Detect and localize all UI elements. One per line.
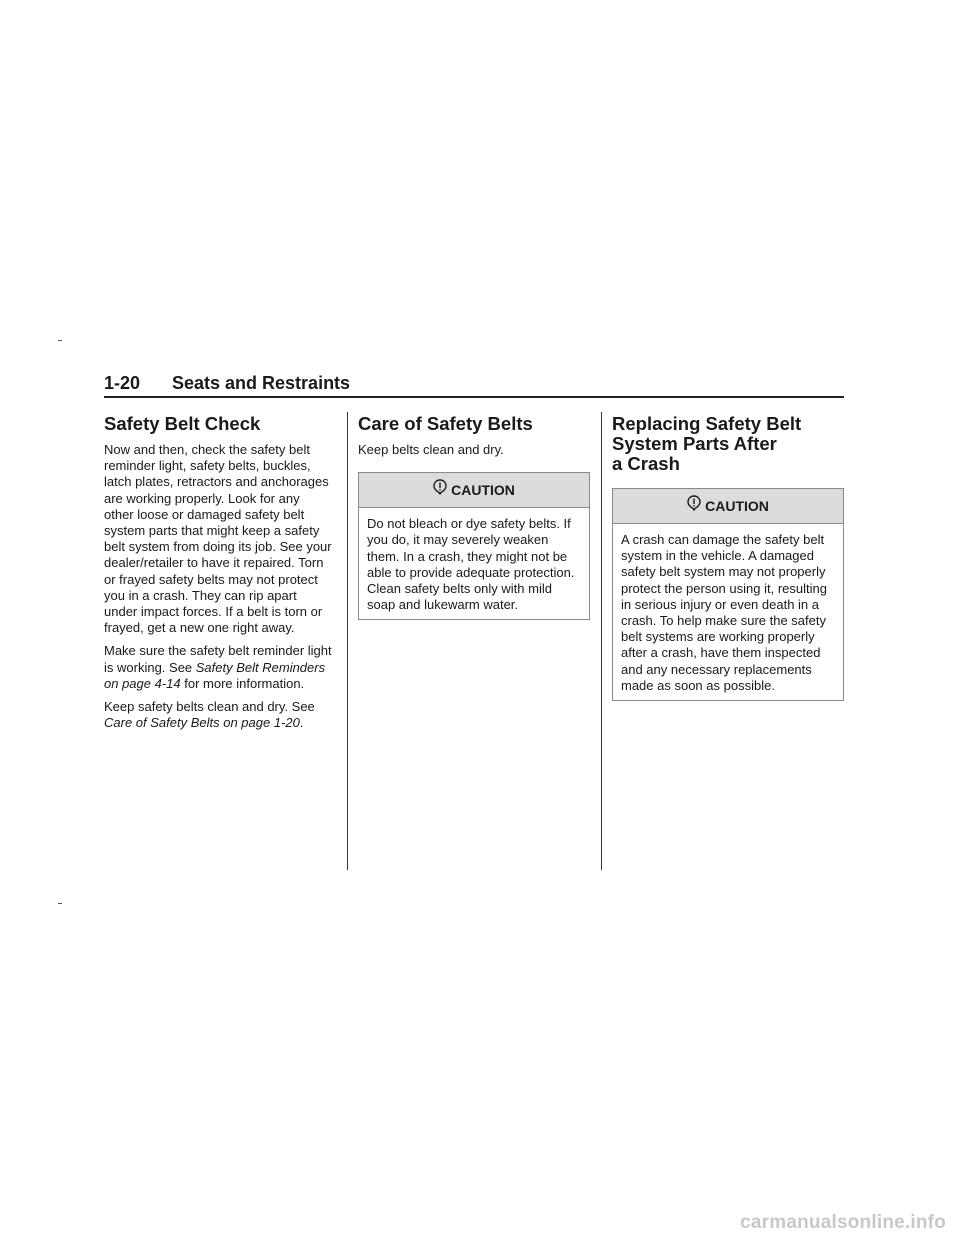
column-safety-belt-check (104, 414, 332, 738)
caution-header (359, 473, 589, 508)
crop-mark-bottom (58, 903, 62, 904)
paragraph: Keep belts clean and dry. (358, 442, 504, 457)
caution-text: A crash can damage the safety belt system in the vehicle. A damaged safety belt system may not properly protect the person using it, resulting in serious injury or even death in a crash. To help make sure the safety belt systems are working properly after a crash, have them inspected and any necessary replacements made as soon as possible. (621, 532, 827, 693)
caution-box (358, 472, 590, 620)
caution-body (613, 524, 843, 700)
page-header (104, 372, 844, 398)
warning-icon (433, 479, 447, 495)
text: Keep safety belts clean and dry. See (104, 699, 315, 715)
warning-icon (687, 495, 701, 511)
heading-care-of-safety-belts: Care of Safety Belts (358, 413, 533, 434)
heading-line: a Crash (612, 453, 680, 474)
cross-reference-link[interactable]: Care of Safety Belts on page 1-20 (104, 715, 300, 731)
column-divider (601, 412, 602, 870)
watermark: carmanualsonline.info (740, 1212, 946, 1233)
page-number: 1-20 (104, 373, 141, 393)
caution-body (359, 508, 589, 619)
heading-line: Replacing Safety Belt (612, 413, 802, 434)
paragraph (104, 699, 332, 731)
column-replacing-parts (612, 414, 844, 701)
heading-replacing-parts (612, 414, 844, 474)
text: . (299, 715, 304, 731)
paragraph (104, 643, 332, 692)
text: for more information. (180, 675, 305, 691)
crop-mark-top (58, 340, 62, 341)
column-care-of-safety-belts (358, 414, 590, 620)
caution-label: CAUTION (705, 498, 769, 514)
text: Make sure the safety belt reminder light is working. See (104, 643, 332, 675)
paragraph: Now and then, check the safety belt reminder light, safety belts, buckles, latch plates, retractors and anchorages are working properly. Look for any other loose or damaged safety belt system parts that might keep a safety belt system from doing its job. See your dealer/retailer to have it repaired. Torn or frayed safety belts may not protect you in a crash. They can rip apart under impact forces. If a belt is torn or frayed, get a new one right away. (104, 442, 332, 636)
section-title: Seats and Restraints (172, 373, 351, 393)
cross-reference-link[interactable]: Safety Belt Reminders on page 4-14 (104, 659, 326, 691)
heading-line: System Parts After (612, 433, 777, 454)
caution-text: Do not bleach or dye safety belts. If you do, it may severely weaken them. In a crash, they might not be able to provide adequate protection. Clean safety belts only with mild soap and lukewarm water. (367, 516, 575, 613)
caution-label: CAUTION (451, 482, 515, 499)
heading-safety-belt-check: Safety Belt Check (104, 413, 261, 434)
column-divider (347, 412, 348, 870)
caution-header (613, 489, 843, 524)
caution-box (612, 488, 844, 701)
